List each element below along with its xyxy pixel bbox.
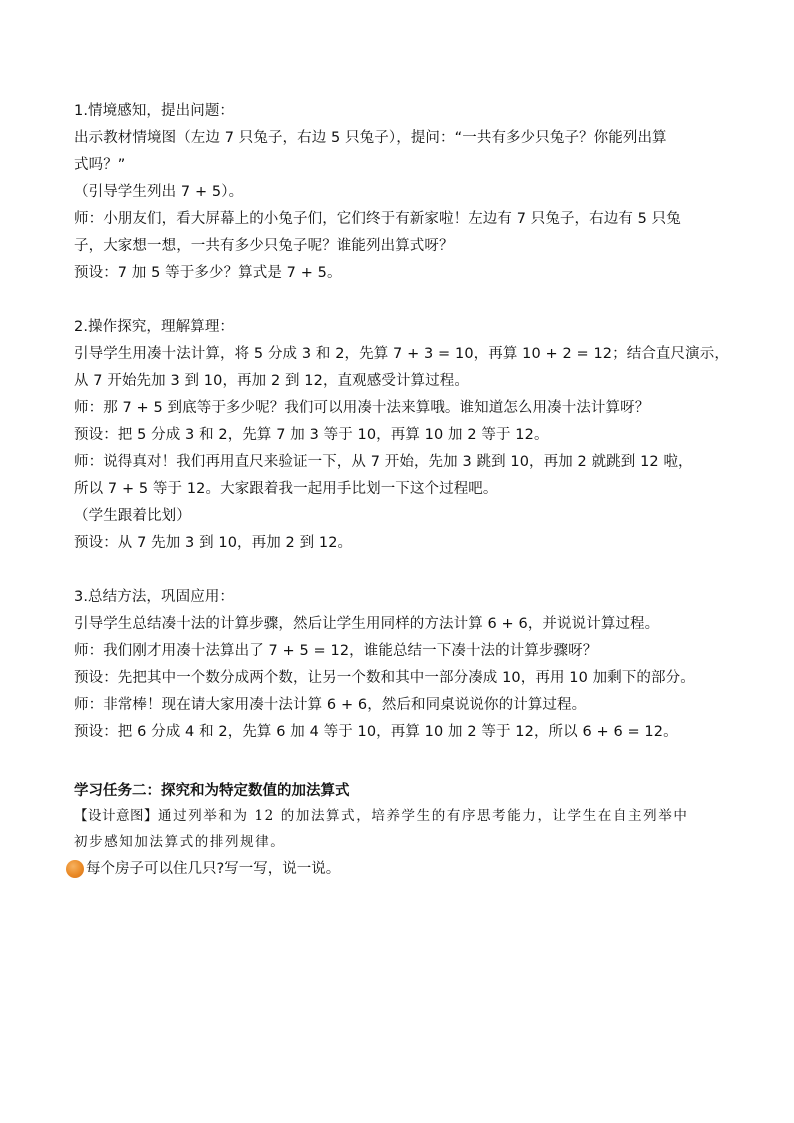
section2-line: 预设：从 7 先加 3 到 10，再加 2 到 12。 [74,535,353,551]
activity-prompt [66,855,734,883]
section2-line: 所以 7 + 5 等于 12。大家跟着我一起用手比划一下这个过程吧。 [74,481,498,497]
orange-circle-icon [66,860,84,878]
activity-prompt-text: 每个房子可以住几只?写一写，说一说。 [86,861,341,877]
section1-line: 子，大家想一想，一共有多少只兔子呢？谁能列出算式呀？ [74,238,454,254]
design-intent-line [74,803,734,829]
section1-line: 式吗？” [74,157,126,173]
section3-line: 预设：先把其中一个数分成两个数，让另一个数和其中一部分凑成 10，再用 10 加剩下的部分。 [74,670,695,686]
section2-line: 从 7 开始先加 3 到 10，再加 2 到 12，直观感受计算过程。 [74,373,469,389]
paragraph-gap [74,557,734,584]
section2-heading: 2.操作探究，理解算理： [74,319,235,335]
paragraph-gap [74,746,734,773]
section2-line: 师：说得真对！我们再用直尺来验证一下，从 7 开始，先加 3 跳到 10，再加 2 就跳到 12 啦， [74,454,693,470]
section3-line: 师：非常棒！现在请大家用凑十法计算 6 + 6，然后和同桌说说你的计算过程。 [74,697,587,713]
section3-line: 师：我们刚才用凑十法算出了 7 + 5 = 12，谁能总结一下凑十法的计算步骤呀？ [74,643,598,659]
paragraph-gap [74,287,734,314]
design-intent-line: 初步感知加法算式的排列规律。 [74,834,286,850]
section3-line: 引导学生总结凑十法的计算步骤，然后让学生用同样的方法计算 6 + 6，并说说计算过程。 [74,616,660,632]
section1-line: 出示教材情境图（左边 7 只兔子，右边 5 只兔子），提问：“一共有多少只兔子？你能列出算 [74,130,667,146]
document-content [74,98,734,883]
section1-heading: 1.情境感知，提出问题： [74,103,235,119]
section2-line: （学生跟着比划） [74,508,191,524]
section3-line: 预设：把 6 分成 4 和 2，先算 6 加 4 等于 10，再算 10 加 2 等于 12，所以 6 + 6 = 12。 [74,724,678,740]
section3-heading: 3.总结方法，巩固应用： [74,589,235,605]
design-intent-text: 通过列举和为 12 的加法算式，培养学生的有序思考能力，让学生在自主列举中 [158,808,689,824]
section2-line: 引导学生用凑十法计算，将 5 分成 3 和 2，先算 7 + 3 = 10，再算 10 + 2 = 12；结合直尺演示， [74,346,729,362]
section1-line: 师：小朋友们，看大屏幕上的小兔子们，它们终于有新家啦！左边有 7 只兔子，右边有 5 只兔 [74,211,681,227]
section1-line: （引导学生列出 7 + 5）。 [74,184,244,200]
design-intent-label: 【设计意图】 [74,808,158,824]
section2-line: 预设：把 5 分成 3 和 2，先算 7 加 3 等于 10，再算 10 加 2 等于 12。 [74,427,549,443]
section2-line: 师：那 7 + 5 到底等于多少呢？我们可以用凑十法来算哦。谁知道怎么用凑十法计算呀？ [74,400,650,416]
section1-line: 预设：7 加 5 等于多少？算式是 7 + 5。 [74,265,342,281]
task2-title: 学习任务二：探究和为特定数值的加法算式 [74,783,350,799]
